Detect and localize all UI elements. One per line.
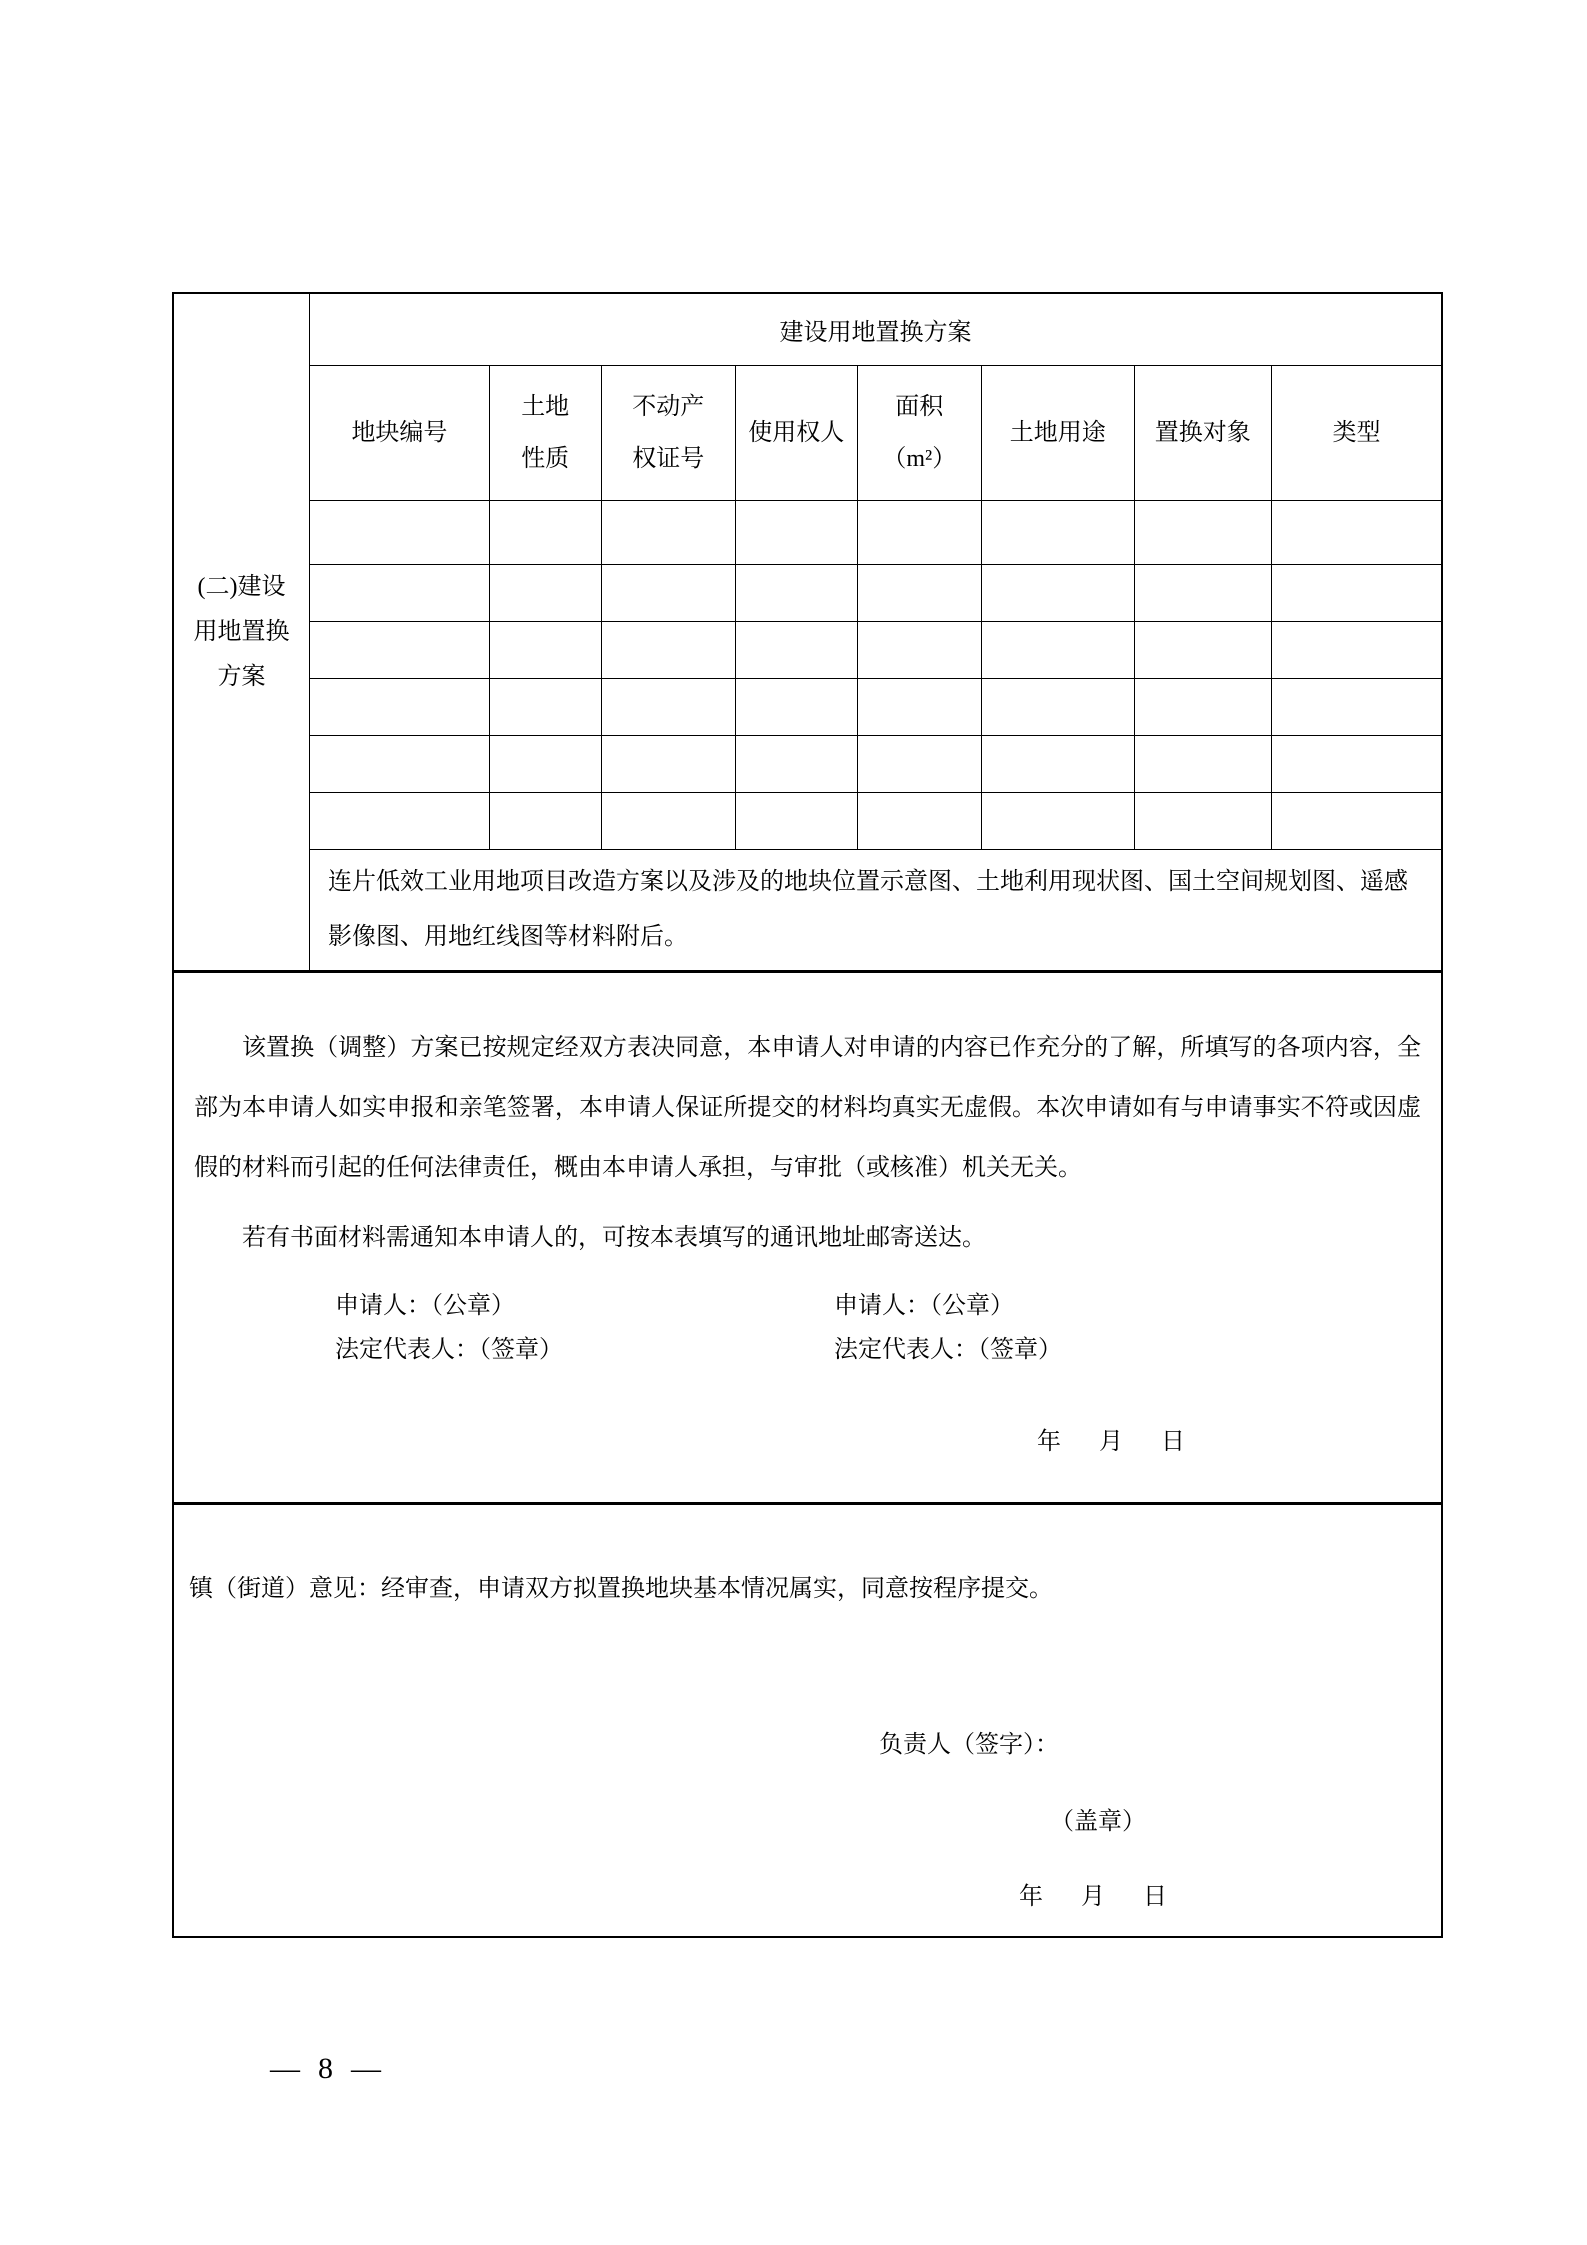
empty-data-cell bbox=[857, 735, 982, 792]
column-header-plot-number bbox=[310, 365, 489, 500]
section-declaration bbox=[174, 970, 1441, 1502]
column-header-text: （m²） bbox=[882, 445, 957, 472]
empty-data-cell bbox=[982, 564, 1134, 621]
attachment-note: 连片低效工业用地项目改造方案以及涉及的地块位置示意图、土地利用现状图、国土空间规划图、遥感影像图、用地红线图等材料附后。 bbox=[310, 849, 1441, 970]
empty-data-cell bbox=[982, 792, 1134, 849]
plan-table-wrapper bbox=[310, 294, 1441, 970]
empty-data-cell bbox=[982, 678, 1134, 735]
empty-data-cell bbox=[1134, 564, 1272, 621]
empty-data-cell bbox=[857, 564, 982, 621]
column-header-area bbox=[857, 365, 982, 500]
table-row bbox=[310, 564, 1441, 621]
empty-data-cell bbox=[857, 621, 982, 678]
town-opinion-text: 镇（街道）意见：经审查，申请双方拟置换地块基本情况属实，同意按程序提交。 bbox=[189, 1576, 1053, 1602]
empty-data-cell bbox=[489, 621, 601, 678]
section-row-label-line: 用地置换 bbox=[193, 618, 290, 645]
page-number-dash-right: — bbox=[351, 2052, 381, 2085]
empty-data-cell bbox=[982, 500, 1134, 564]
empty-data-cell bbox=[735, 792, 857, 849]
page-number bbox=[270, 2052, 381, 2086]
empty-data-cell bbox=[310, 564, 489, 621]
column-header-land-nature bbox=[489, 365, 601, 500]
declaration-paragraph-1: 该置换（调整）方案已按规定经双方表决同意，本申请人对申请的内容已作充分的了解，所填写的各项内容，全部为本申请人如实申报和亲笔签署，本申请人保证所提交的材料均真实无虚假。本次申请如有与申请事实不符或因虚假的材料而引起的任何法律责任，概由本申请人承担，与审批（或核准）机关无关。 bbox=[194, 1035, 1421, 1181]
declaration-date-line: 年 月 日 bbox=[1037, 1429, 1192, 1455]
empty-data-cell bbox=[489, 500, 601, 564]
empty-data-cell bbox=[1134, 621, 1272, 678]
column-header-text: 土地 bbox=[521, 393, 570, 420]
official-seal-label: （盖章） bbox=[1050, 1809, 1146, 1835]
column-header-right-holder bbox=[735, 365, 857, 500]
empty-data-cell bbox=[310, 735, 489, 792]
legal-representative-label-left: 法定代表人：（签章） bbox=[335, 1337, 563, 1363]
empty-data-cell bbox=[489, 735, 601, 792]
land-replacement-table bbox=[310, 294, 1441, 970]
column-header-certificate-number bbox=[601, 365, 735, 500]
empty-data-cell bbox=[601, 500, 735, 564]
table-row bbox=[310, 792, 1441, 849]
column-header-land-use bbox=[982, 365, 1134, 500]
empty-data-cell bbox=[1134, 678, 1272, 735]
column-header-text: 置换对象 bbox=[1154, 419, 1251, 446]
column-header-text: 使用权人 bbox=[748, 419, 845, 446]
column-header-text: 土地用途 bbox=[1009, 419, 1106, 446]
empty-data-cell bbox=[310, 621, 489, 678]
table-row bbox=[310, 678, 1441, 735]
table-row bbox=[310, 500, 1441, 564]
section-row-label bbox=[174, 294, 310, 970]
empty-data-cell bbox=[982, 735, 1134, 792]
empty-data-cell bbox=[489, 678, 601, 735]
empty-data-cell bbox=[857, 500, 982, 564]
section-plan-table bbox=[174, 294, 1441, 970]
empty-data-cell bbox=[735, 621, 857, 678]
empty-data-cell bbox=[601, 678, 735, 735]
empty-data-cell bbox=[489, 564, 601, 621]
empty-data-cell bbox=[601, 735, 735, 792]
empty-data-cell bbox=[857, 792, 982, 849]
empty-data-cell bbox=[1272, 621, 1441, 678]
applicant-seal-label-right: 申请人：（公章） bbox=[834, 1293, 1014, 1319]
column-header-text: 地块编号 bbox=[351, 419, 448, 446]
empty-data-cell bbox=[1134, 792, 1272, 849]
legal-representative-label-right: 法定代表人：（签章） bbox=[834, 1337, 1062, 1363]
table-row bbox=[310, 735, 1441, 792]
empty-data-cell bbox=[601, 621, 735, 678]
column-header-replacement-target bbox=[1134, 365, 1272, 500]
empty-data-cell bbox=[857, 678, 982, 735]
empty-data-cell bbox=[1272, 564, 1441, 621]
empty-data-cell bbox=[601, 792, 735, 849]
page-number-value: 8 bbox=[318, 2052, 333, 2085]
empty-data-cell bbox=[489, 792, 601, 849]
section-row-label-line: 方案 bbox=[217, 663, 266, 690]
column-header-text: 面积 bbox=[895, 393, 944, 420]
empty-data-cell bbox=[1272, 678, 1441, 735]
column-header-type bbox=[1272, 365, 1441, 500]
empty-data-cell bbox=[1134, 500, 1272, 564]
opinion-date-line: 年 月 日 bbox=[1019, 1884, 1174, 1910]
empty-data-cell bbox=[310, 678, 489, 735]
table-row bbox=[310, 621, 1441, 678]
column-header-text: 权证号 bbox=[632, 445, 705, 472]
empty-data-cell bbox=[735, 564, 857, 621]
declaration-paragraph-2: 若有书面材料需通知本申请人的，可按本表填写的通讯地址邮寄送达。 bbox=[242, 1225, 986, 1251]
column-header-text: 性质 bbox=[521, 445, 570, 472]
empty-data-cell bbox=[735, 735, 857, 792]
empty-data-cell bbox=[1272, 735, 1441, 792]
empty-data-cell bbox=[1272, 500, 1441, 564]
responsible-person-signature-label: 负责人（签字）： bbox=[879, 1732, 1059, 1758]
page-number-dash-left: — bbox=[270, 2052, 300, 2085]
empty-data-cell bbox=[735, 678, 857, 735]
empty-data-cell bbox=[982, 621, 1134, 678]
empty-data-cell bbox=[1134, 735, 1272, 792]
section-row-label-line: (二)建设 bbox=[197, 573, 286, 600]
empty-data-cell bbox=[310, 500, 489, 564]
form-outer-box bbox=[172, 292, 1443, 1938]
column-header-text: 类型 bbox=[1332, 419, 1381, 446]
column-header-text: 不动产 bbox=[632, 393, 705, 420]
empty-data-cell bbox=[735, 500, 857, 564]
applicant-seal-label-left: 申请人：（公章） bbox=[335, 1293, 515, 1319]
empty-data-cell bbox=[310, 792, 489, 849]
section-town-opinion bbox=[174, 1502, 1441, 1936]
empty-data-cell bbox=[1272, 792, 1441, 849]
empty-data-cell bbox=[601, 564, 735, 621]
table-title: 建设用地置换方案 bbox=[310, 294, 1441, 365]
